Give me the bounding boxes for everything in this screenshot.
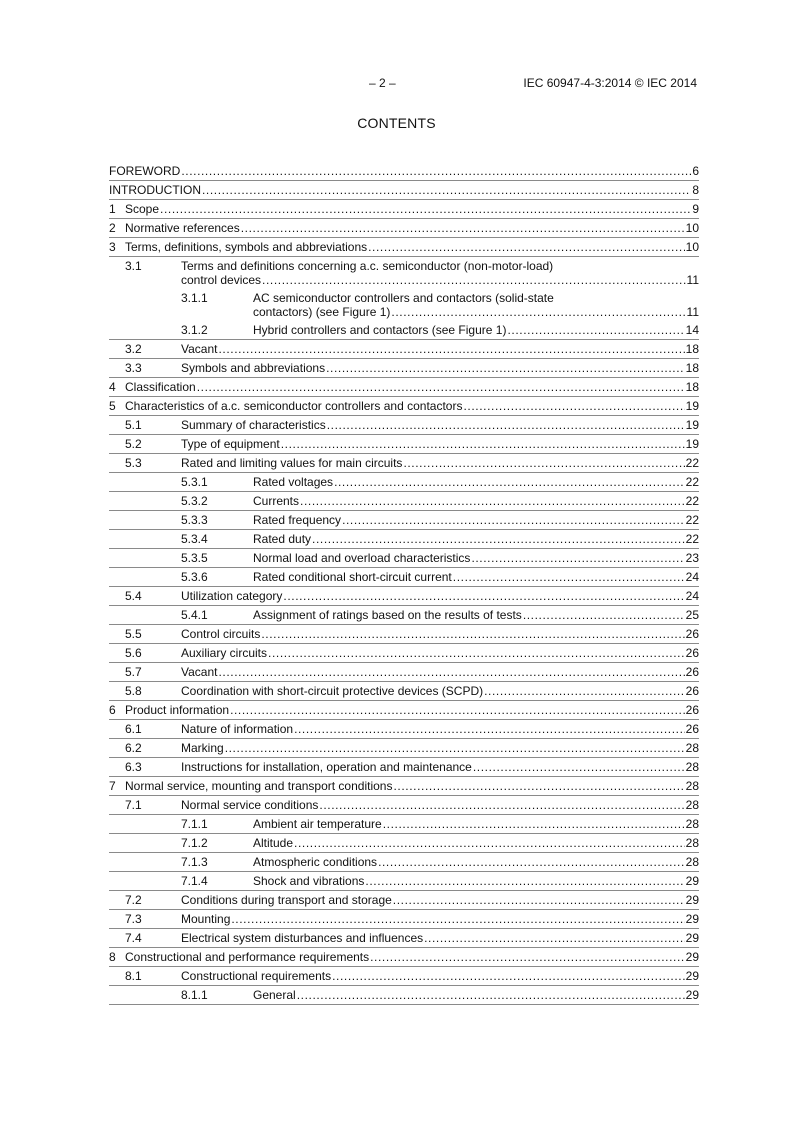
toc-entry-page: 11 [686,273,699,287]
toc-entry-number: 5.3.2 [181,494,208,508]
toc-entry[interactable] [109,815,699,834]
toc-entry-number: 8.1.1 [181,988,208,1002]
toc-entry-title: Auxiliary circuits [181,646,268,660]
toc-entry-page: 25 [685,608,699,622]
toc-entry-title: Hybrid controllers and contactors (see Figure 1) [253,323,507,337]
standard-id: IEC 60947-4-3:2014 © IEC 2014 [523,76,697,90]
toc-entry-number: 6.3 [125,760,142,774]
toc-entry-title: Assignment of ratings based on the results of tests [253,608,522,622]
toc-entry-number: 6.2 [125,741,142,755]
toc-entry-title: contactors) (see Figure 1) [253,305,391,319]
toc-entry-page: 28 [685,798,699,812]
toc-entry[interactable] [109,853,699,872]
dot-leader [294,722,685,736]
dot-leader [473,760,685,774]
toc-entry-title: Vacant [181,342,218,356]
toc-entry-number: 5.1 [125,418,142,432]
toc-entry-title-line: Terms and definitions concerning a.c. semiconductor (non-motor-load) [181,259,554,273]
dot-leader [261,627,684,641]
toc-entry[interactable] [109,492,699,511]
toc-entry-page: 26 [685,722,699,736]
toc-entry[interactable] [109,568,699,587]
toc-entry[interactable] [109,948,699,967]
toc-entry[interactable] [109,162,699,181]
toc-entry-title: Control circuits [181,627,261,641]
toc-entry-number: 5.3.3 [181,513,208,527]
toc-entry-number: 7.1.3 [181,855,208,869]
toc-entry[interactable] [109,986,699,1005]
toc-entry-page: 29 [685,893,699,907]
toc-entry[interactable] [109,625,699,644]
toc-entry-page: 11 [686,305,699,319]
dot-leader [241,221,685,235]
toc-entry-page: 28 [685,817,699,831]
toc-entry-number: 5.3.5 [181,551,208,565]
toc-entry[interactable] [109,219,699,238]
toc-entry-title: Characteristics of a.c. semiconductor controllers and contactors [125,399,463,413]
toc-entry-title: Rated duty [253,532,312,546]
toc-entry-page: 26 [685,703,699,717]
toc-entry[interactable] [109,454,699,473]
dot-leader [484,684,685,698]
toc-entry-page: 28 [685,760,699,774]
dot-leader [268,646,685,660]
dot-leader [523,608,685,622]
toc-entry-number: 3.1 [125,259,142,273]
toc-entry-title: Instructions for installation, operation and maintenance [181,760,472,774]
toc-entry-number: 3.3 [125,361,142,375]
page-number: – 2 – [369,76,396,90]
dot-leader [294,836,685,850]
toc-entry-page: 29 [685,950,699,964]
toc-entry[interactable] [109,181,699,200]
toc-entry[interactable] [109,910,699,929]
toc-entry-number: 7.4 [125,931,142,945]
toc-entry-number: 3.1.2 [181,323,208,337]
toc-entry-title: Normative references [125,221,240,235]
toc-entry-title: INTRODUCTION [109,183,201,197]
dot-leader [368,240,685,254]
toc-entry-page: 18 [685,361,699,375]
toc-entry-number: 7.2 [125,893,142,907]
toc-entry-number: 7.1 [125,798,142,812]
toc-entry-page: 26 [685,665,699,679]
toc-entry-number: 5.4 [125,589,142,603]
toc-entry-number: 3.2 [125,342,142,356]
toc-entry-title: Altitude [253,836,294,850]
dot-leader [370,950,685,964]
toc-entry-number: 5.6 [125,646,142,660]
dot-leader [507,323,684,337]
toc-entry-title: Ambient air temperature [253,817,382,831]
toc-entry-title: Product information [125,703,230,717]
toc-entry[interactable] [109,257,699,289]
dot-leader [218,342,684,356]
toc-entry-page: 22 [685,494,699,508]
toc-entry-page: 6 [692,164,699,178]
dot-leader [393,779,684,793]
toc-entry-page: 19 [685,418,699,432]
toc-entry-number: 5.2 [125,437,142,451]
toc-entry-page: 29 [685,931,699,945]
toc-entry-title: Normal load and overload characteristics [253,551,471,565]
dot-leader [281,437,685,451]
toc-entry-title: Scope [125,202,160,216]
toc-entry-number: 5.3 [125,456,142,470]
toc-entry-page: 22 [685,456,699,470]
toc-entry-number: 3 [109,240,116,254]
toc-entry[interactable] [109,473,699,492]
toc-entry-title: General [253,988,296,1002]
dot-leader [160,202,691,216]
toc-entry-page: 29 [685,988,699,1002]
toc-entry-page: 29 [685,912,699,926]
dot-leader [403,456,684,470]
dot-leader [326,361,685,375]
toc-entry-page: 18 [685,342,699,356]
dot-leader [383,817,685,831]
toc-entry[interactable] [109,200,699,219]
toc-entry-number: 7.1.2 [181,836,208,850]
toc-entry-title: Symbols and abbreviations [181,361,326,375]
toc-entry-page: 26 [685,627,699,641]
toc-entry-title: Normal service, mounting and transport conditions [125,779,393,793]
dot-leader [342,513,685,527]
toc-entry-title: Coordination with short-circuit protective devices (SCPD) [181,684,484,698]
toc-entry-number: 1 [109,202,116,216]
dot-leader [334,475,685,489]
toc-entry-title: Atmospheric conditions [253,855,378,869]
toc-entry-number: 3.1.1 [181,291,208,305]
toc-entry-page: 24 [685,570,699,584]
toc-entry[interactable] [109,530,699,549]
toc-entry-number: 5 [109,399,116,413]
dot-leader [262,273,685,287]
dot-leader [218,665,684,679]
dot-leader [391,305,685,319]
toc-entry[interactable] [109,397,699,416]
toc-entry[interactable] [109,796,699,815]
toc-entry-page: 28 [685,741,699,755]
toc-entry-number: 5.7 [125,665,142,679]
toc-entry-number: 5.5 [125,627,142,641]
toc-entry-page: 24 [685,589,699,603]
toc-entry-page: 26 [685,684,699,698]
toc-entry-title: Mounting [181,912,231,926]
dot-leader [231,912,684,926]
toc-entry-title: Constructional and performance requirements [125,950,370,964]
toc-entry[interactable] [109,834,699,853]
toc-entry-page: 22 [685,532,699,546]
dot-leader [312,532,685,546]
toc-entry-page: 29 [685,874,699,888]
toc-entry[interactable] [109,416,699,435]
toc-entry-title: Shock and vibrations [253,874,365,888]
dot-leader [225,741,685,755]
toc-entry-page: 10 [685,240,699,254]
toc-entry[interactable] [109,872,699,891]
toc-entry-number: 5.3.6 [181,570,208,584]
toc-entry[interactable] [109,929,699,948]
dot-leader [471,551,684,565]
toc-entry[interactable] [109,682,699,701]
toc-entry-title: FOREWORD [109,164,181,178]
toc-entry-title: Normal service conditions [181,798,319,812]
toc-entry[interactable] [109,739,699,758]
dot-leader [424,931,685,945]
dot-leader [365,874,684,888]
toc-entry[interactable] [109,359,699,378]
toc-entry-page: 14 [685,323,699,337]
toc-entry-page: 23 [685,551,699,565]
toc-entry-page: 18 [685,380,699,394]
toc-entry[interactable] [109,720,699,739]
toc-entry-number: 7.1.4 [181,874,208,888]
dot-leader [181,164,691,178]
toc-entry[interactable] [109,321,699,340]
dot-leader [463,399,684,413]
toc-entry-title: Utilization category [181,589,283,603]
toc-entry[interactable] [109,289,699,321]
page-header [0,76,793,92]
dot-leader [197,380,685,394]
toc-entry-title: Electrical system disturbances and influences [181,931,424,945]
toc-entry-title: Type of equipment [181,437,280,451]
toc-entry[interactable] [109,511,699,530]
toc-entry-number: 5.3.4 [181,532,208,546]
dot-leader [297,988,685,1002]
toc-entry-title: control devices [181,273,262,287]
dot-leader [202,183,691,197]
toc-entry-title: Constructional requirements [181,969,332,983]
toc-entry-page: 28 [685,836,699,850]
toc-entry-title: Nature of information [181,722,294,736]
toc-entry-page: 9 [692,202,699,216]
toc-entry-number: 8.1 [125,969,142,983]
toc-entry[interactable] [109,378,699,397]
toc-entry-title: Classification [125,380,196,394]
toc-entry[interactable] [109,644,699,663]
toc-entry[interactable] [109,587,699,606]
toc-entry-number: 7 [109,779,116,793]
toc-entry[interactable] [109,967,699,986]
toc-entry-title: Terms, definitions, symbols and abbreviations [125,240,368,254]
toc-entry-number: 5.8 [125,684,142,698]
page-title: CONTENTS [357,115,436,131]
toc-entry-number: 4 [109,380,116,394]
dot-leader [283,589,684,603]
toc-entry-page: 28 [685,855,699,869]
toc-entry[interactable] [109,758,699,777]
toc-entry-title: Summary of characteristics [181,418,326,432]
toc-entry-number: 6 [109,703,116,717]
table-of-contents [109,162,699,1005]
toc-entry[interactable] [109,663,699,682]
toc-entry-title: Currents [253,494,300,508]
toc-entry-title: Rated and limiting values for main circuits [181,456,403,470]
toc-entry-number: 5.4.1 [181,608,208,622]
dot-leader [453,570,685,584]
dot-leader [319,798,684,812]
dot-leader [332,969,685,983]
toc-entry-number: 7.3 [125,912,142,926]
toc-entry[interactable] [109,435,699,454]
toc-entry-page: 8 [692,183,699,197]
toc-entry-number: 2 [109,221,116,235]
toc-entry-page: 22 [685,475,699,489]
toc-entry-page: 26 [685,646,699,660]
toc-entry[interactable] [109,891,699,910]
toc-entry-page: 22 [685,513,699,527]
toc-entry-title: Conditions during transport and storage [181,893,392,907]
toc-entry-title: Marking [181,741,224,755]
toc-entry-title: Vacant [181,665,218,679]
toc-entry-title: Rated frequency [253,513,342,527]
toc-entry-number: 7.1.1 [181,817,208,831]
toc-entry-title: Rated conditional short-circuit current [253,570,452,584]
toc-entry-title: Rated voltages [253,475,334,489]
toc-entry-page: 19 [685,437,699,451]
toc-entry[interactable] [109,701,699,720]
toc-entry-page: 28 [685,779,699,793]
toc-entry[interactable] [109,238,699,257]
toc-entry-page: 19 [685,399,699,413]
dot-leader [378,855,685,869]
toc-entry-title-line: AC semiconductor controllers and contactors (solid-state [253,291,554,305]
toc-entry[interactable] [109,606,699,625]
toc-entry[interactable] [109,340,699,359]
toc-entry[interactable] [109,549,699,568]
dot-leader [230,703,685,717]
toc-entry-page: 29 [685,969,699,983]
toc-entry-number: 5.3.1 [181,475,208,489]
dot-leader [300,494,685,508]
toc-entry-number: 8 [109,950,116,964]
dot-leader [327,418,685,432]
toc-entry-page: 10 [685,221,699,235]
toc-entry[interactable] [109,777,699,796]
toc-entry-number: 6.1 [125,722,142,736]
dot-leader [393,893,685,907]
